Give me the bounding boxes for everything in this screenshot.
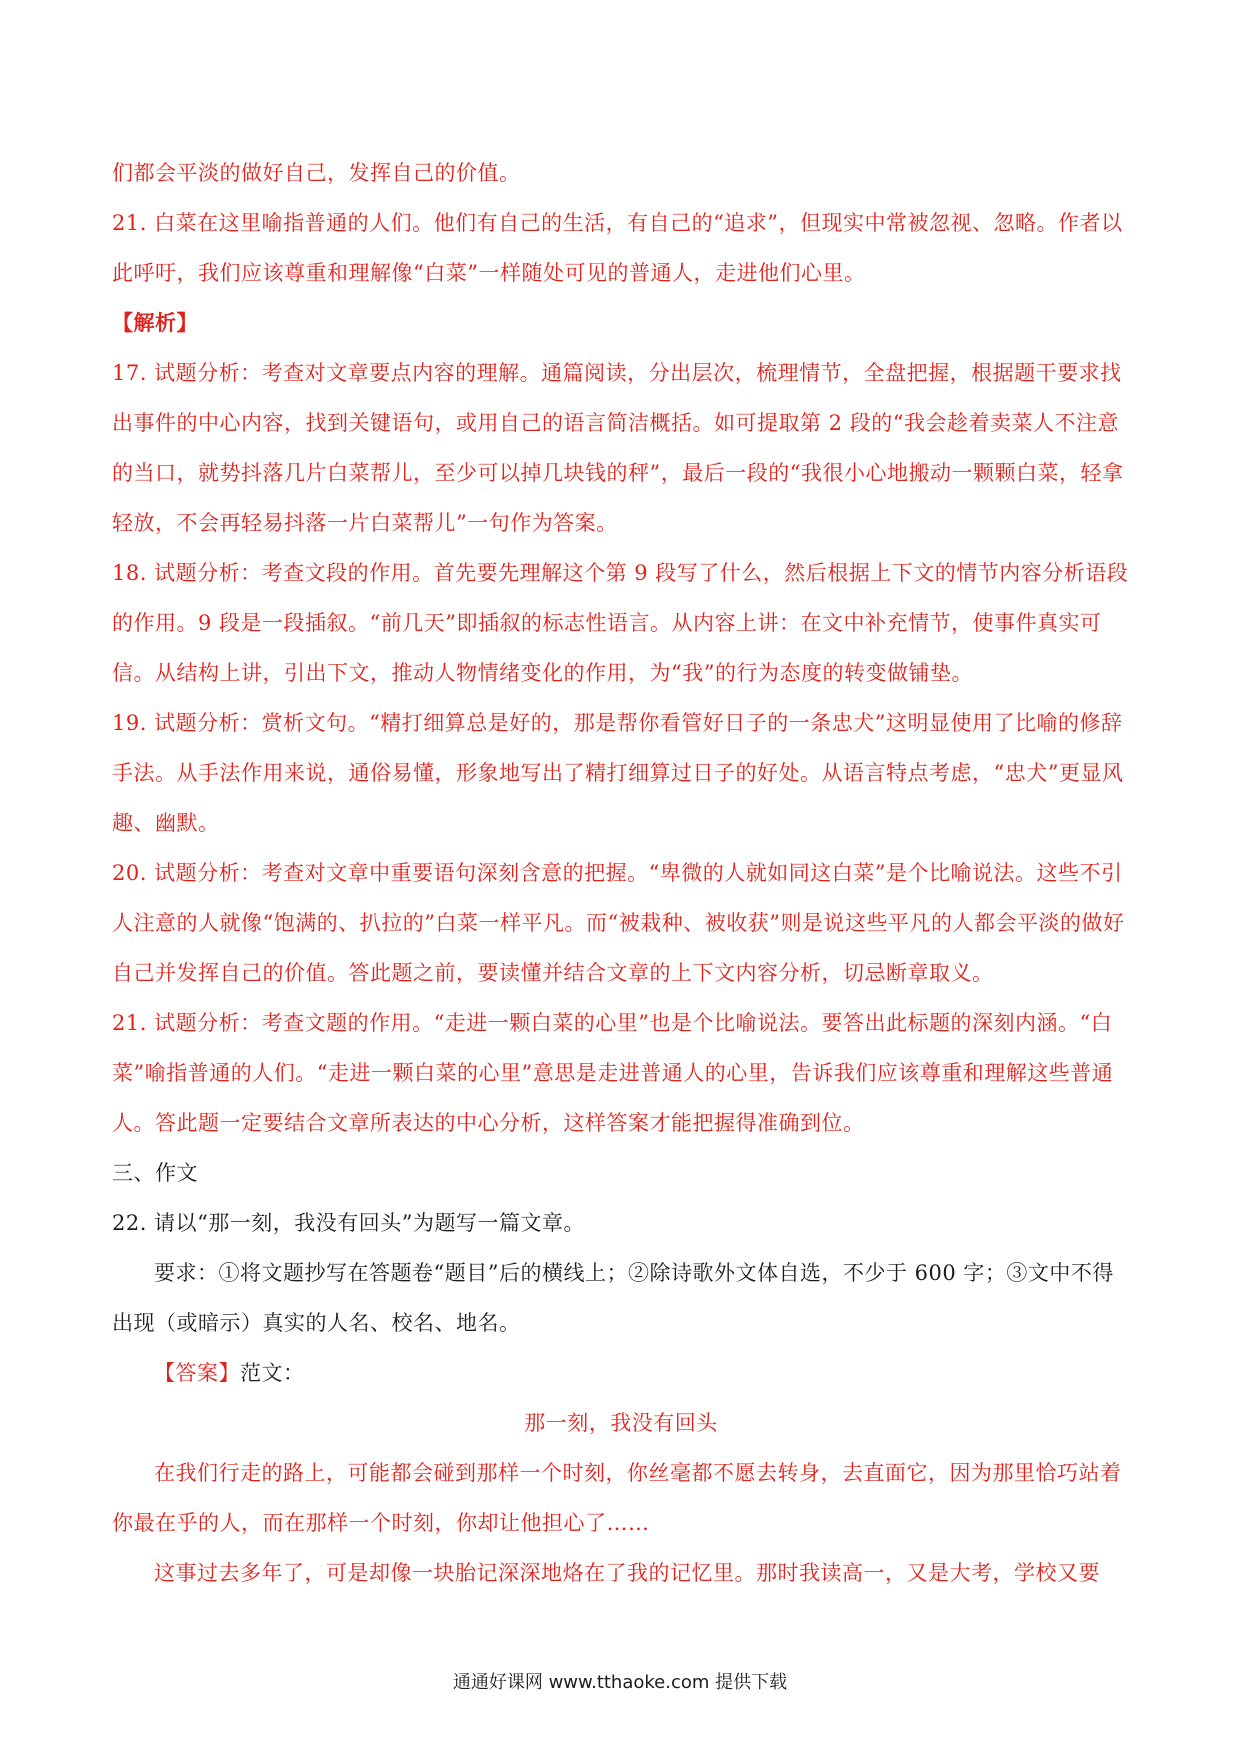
- analysis-18: 18. 试题分析：考查文段的作用。首先要先理解这个第 9 段写了什么，然后根据上下文的情节内容分析语段的作用。9 段是一段插叙。“前几天”即插叙的标志性语言。从内容上讲：在文中补充情节，使事件真实可信。从结构上讲，引出下文，推动人物情绪变化的作用，为“我”的行为态度的转变做铺垫。: [112, 561, 1129, 685]
- analysis-20: 20. 试题分析：考查对文章中重要语句深刻含意的把握。“卑微的人就如同这白菜”是个比喻说法。这些不引人注意的人就像“饱满的、扒拉的”白菜一样平凡。而“被栽种、被收获”则是说这些平凡的人都会平淡的做好自己并发挥自己的价值。答此题之前，要读懂并结合文章的上下文内容分析，切忌断章取义。: [112, 861, 1125, 985]
- essay-title: 那一刻，我没有回头: [524, 1411, 718, 1435]
- composition-requirements: 要求：①将文题抄写在答题卷“题目”后的横线上；②除诗歌外文体自选，不少于 600 字；③文中不得出现（或暗示）真实的人名、校名、地名。: [112, 1261, 1114, 1335]
- answer-label-line: [112, 1348, 1130, 1398]
- page-footer: 通通好课网 www.tthaoke.com 提供下载: [452, 1672, 788, 1693]
- analysis-21: 21. 试题分析：考查文题的作用。“走进一颗白菜的心里”也是个比喻说法。要答出此标题的深刻内涵。“白菜”喻指普通的人们。“走进一颗白菜的心里”意思是走进普通人的心里，告诉我们应该尊重和理解这些普通人。答此题一定要结合文章所表达的中心分析，这样答案才能把握得准确到位。: [112, 1011, 1114, 1135]
- analysis-17: 17. 试题分析：考查对文章要点内容的理解。通篇阅读，分出层次，梳理情节，全盘把握，根据题干要求找出事件的中心内容，找到关键语句，或用自己的语言简洁概括。如可提取第 2 段的“我会趁着卖菜人不注意的当口，就势抖落几片白菜帮儿，至少可以掉几块钱的秤”，最后一段的“我很小心地搬动一颗颗白菜，轻拿轻放，不会再轻易抖落一片白菜帮儿”一句作为答案。: [112, 361, 1124, 535]
- composition-section-title: 三、作文: [112, 1161, 198, 1185]
- analysis-label: 【解析】: [112, 310, 198, 335]
- essay-paragraph-1: 在我们行走的路上，可能都会碰到那样一个时刻，你丝毫都不愿去转身，去直面它，因为那里恰巧站着你最在乎的人，而在那样一个时刻，你却让他担心了……: [112, 1461, 1122, 1535]
- essay-paragraph-2: 这事过去多年了，可是却像一块胎记深深地烙在了我的记忆里。那时我读高一，又是大考，学校又要: [154, 1561, 1100, 1585]
- question-22: 22. 请以“那一刻，我没有回头”为题写一篇文章。: [112, 1211, 586, 1235]
- analysis-19: 19. 试题分析：赏析文句。“精打细算总是好的，那是帮你看管好日子的一条忠犬”这明显使用了比喻的修辞手法。从手法作用来说，通俗易懂，形象地写出了精打细算过日子的好处。从语言特点考虑，“忠犬”更显风趣、幽默。: [112, 711, 1124, 835]
- answer-21: 21. 白菜在这里喻指普通的人们。他们有自己的生活，有自己的“追求”，但现实中常被忽视、忽略。作者以此呼吁，我们应该尊重和理解像“白菜”一样随处可见的普通人，走进他们心里。: [112, 211, 1123, 285]
- document-page: [112, 148, 1130, 1598]
- sample-essay-label: 范文：: [240, 1361, 305, 1385]
- answer-label: 【答案】: [154, 1361, 240, 1385]
- answer-20-continuation: 们都会平淡的做好自己，发挥自己的价值。: [112, 161, 521, 185]
